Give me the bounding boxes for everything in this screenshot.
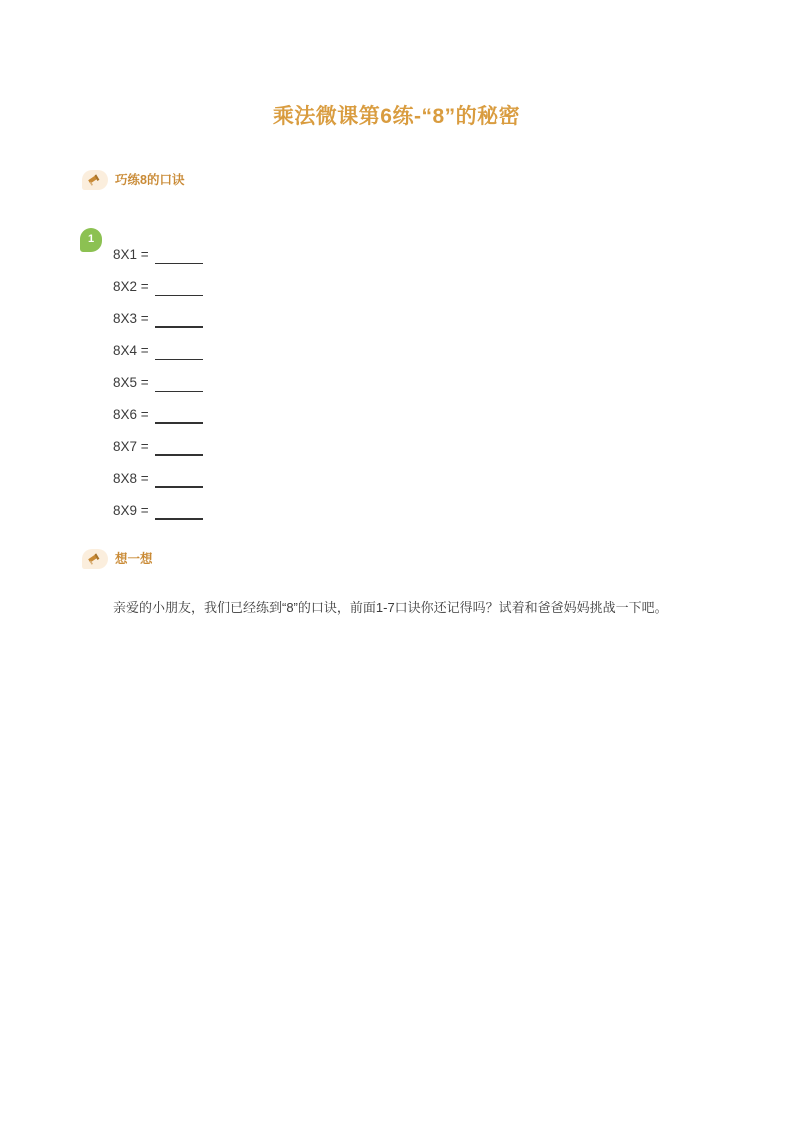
- problem-expression: 8X2 =: [113, 279, 149, 294]
- section-heading-think: [82, 549, 153, 569]
- answer-blank[interactable]: [155, 439, 203, 456]
- answer-blank[interactable]: [155, 280, 203, 296]
- section-label-think: 想一想: [115, 551, 153, 566]
- problem-expression: 8X8 =: [113, 471, 149, 486]
- section-label-practice: 巧练8的口诀: [115, 172, 185, 187]
- problem-expression: 8X6 =: [113, 407, 149, 422]
- problem-list: [113, 232, 203, 520]
- problem-expression: 8X7 =: [113, 439, 149, 454]
- list-item: [113, 392, 203, 424]
- list-item: [113, 296, 203, 328]
- answer-blank[interactable]: [155, 503, 203, 520]
- answer-blank[interactable]: [155, 376, 203, 392]
- list-item: [113, 424, 203, 456]
- answer-blank[interactable]: [155, 344, 203, 360]
- answer-blank[interactable]: [155, 407, 203, 424]
- list-item: [113, 456, 203, 488]
- megaphone-icon: [82, 170, 108, 190]
- problem-expression: 8X3 =: [113, 311, 149, 326]
- section-heading-practice: [82, 170, 184, 190]
- answer-blank[interactable]: [155, 311, 203, 328]
- list-item: [113, 232, 203, 264]
- list-item: [113, 488, 203, 520]
- answer-blank[interactable]: [155, 471, 203, 488]
- question-number-badge: 1: [80, 228, 102, 252]
- problem-expression: 8X5 =: [113, 375, 149, 390]
- problem-expression: 8X4 =: [113, 343, 149, 358]
- list-item: [113, 360, 203, 392]
- list-item: [113, 264, 203, 296]
- page-title: 乘法微课第6练-“8”的秘密: [272, 105, 521, 128]
- think-paragraph: 亲爱的小朋友，我们已经练到“8”的口诀，前面1-7口诀你还记得吗？试着和爸爸妈妈挑战一下吧。: [113, 600, 668, 615]
- megaphone-icon: [82, 549, 108, 569]
- list-item: [113, 328, 203, 360]
- problem-expression: 8X9 =: [113, 503, 149, 518]
- problem-expression: 8X1 =: [113, 247, 149, 262]
- answer-blank[interactable]: [155, 248, 203, 264]
